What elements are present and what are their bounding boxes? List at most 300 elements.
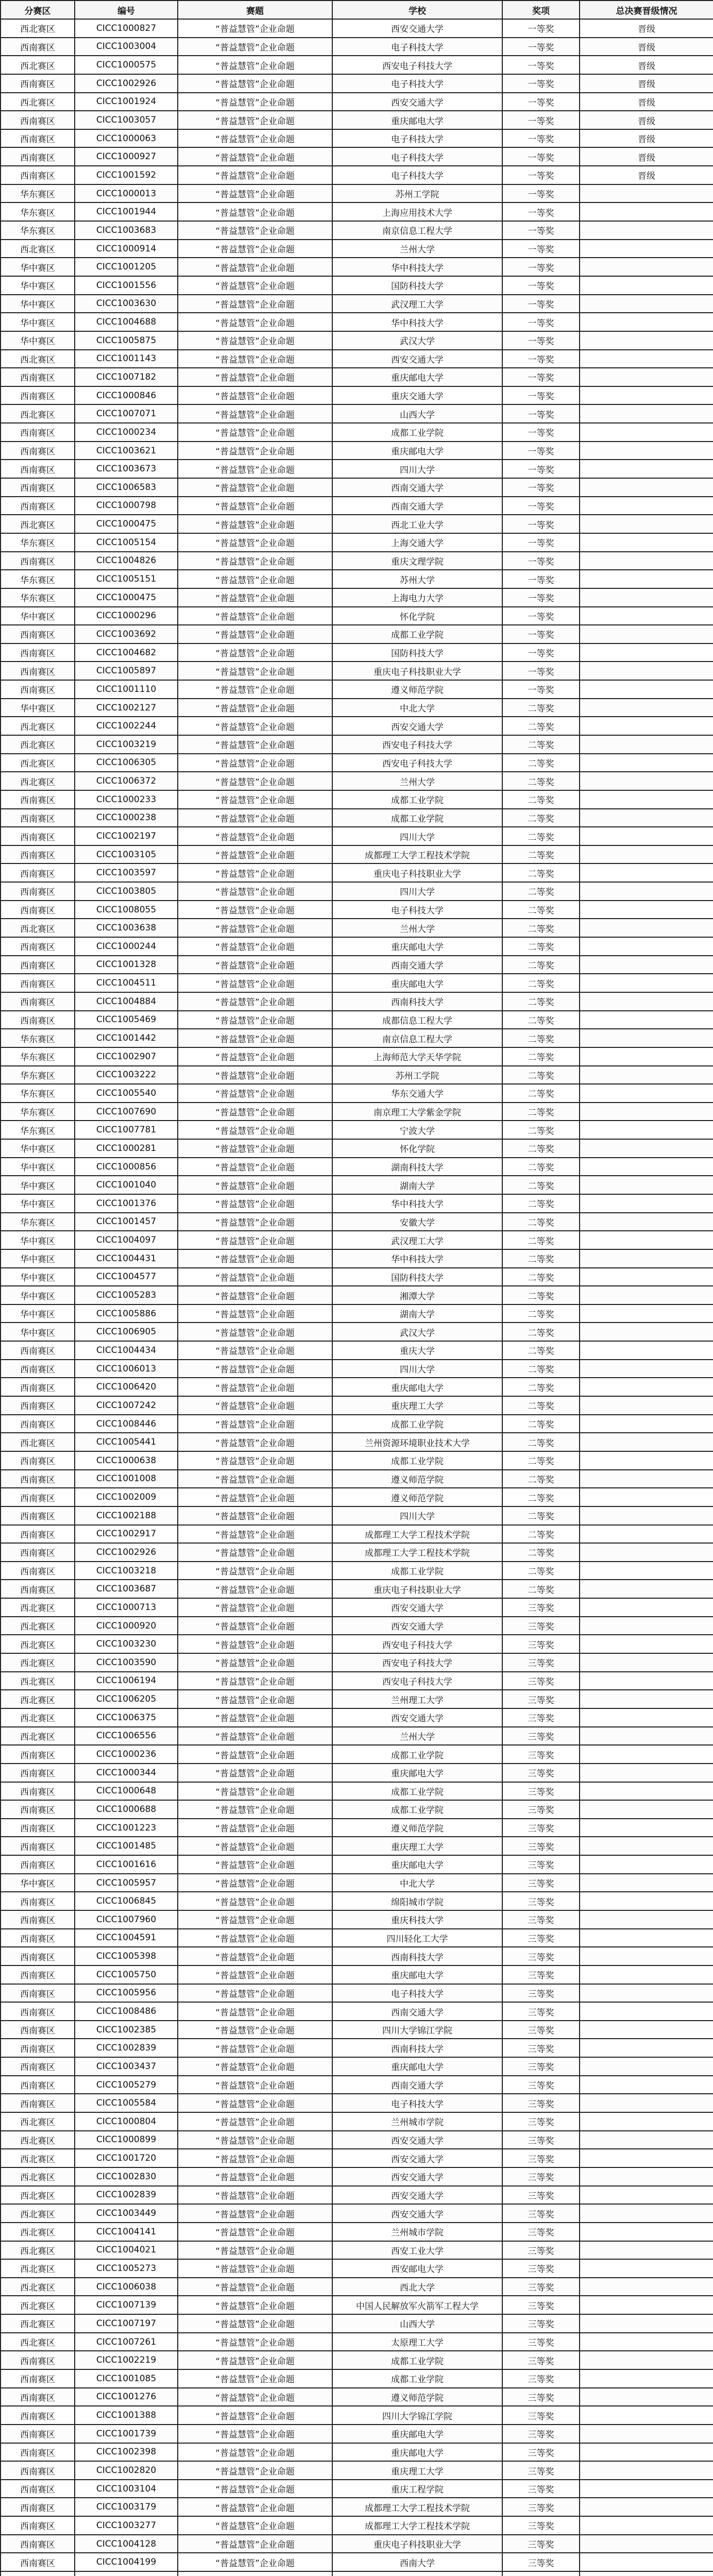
cell-award: 三等奖 (502, 2406, 580, 2425)
table-row (1, 772, 713, 790)
cell-division: 西北赛区 (1, 2131, 75, 2149)
table-row (1, 56, 713, 74)
cell-award: 二等奖 (502, 1525, 580, 1544)
cell-division: 西北赛区 (1, 2333, 75, 2351)
cell-division: 西南赛区 (1, 74, 75, 93)
cell-id: CICC1003597 (75, 863, 178, 882)
cell-division: 西南赛区 (1, 1525, 75, 1544)
cell-topic (178, 2571, 332, 2576)
table-row (1, 2333, 713, 2351)
cell-id: CICC1004688 (75, 313, 178, 331)
cell-final-status (580, 1047, 713, 1066)
cell-school: 西南交通大学 (332, 2002, 502, 2021)
cell-final-status (580, 827, 713, 845)
table-row (1, 350, 713, 368)
cell-division: 西南赛区 (1, 2480, 75, 2498)
cell-final-status (580, 240, 713, 258)
cell-topic: “普益慧管”企业命题 (178, 386, 332, 405)
cell-award: 一等奖 (502, 662, 580, 680)
cell-id: CICC1005398 (75, 1947, 178, 1965)
cell-final-status (580, 1837, 713, 1855)
table-row (1, 1378, 713, 1396)
cell-division: 华东赛区 (1, 588, 75, 607)
cell-final-status (580, 1598, 713, 1617)
cell-division: 西南赛区 (1, 790, 75, 809)
table-row (1, 295, 713, 313)
cell-award: 三等奖 (502, 2333, 580, 2351)
cell-topic: “普益慧管”企业命题 (178, 643, 332, 662)
cell-id: CICC1004434 (75, 1341, 178, 1360)
cell-school: 重庆电子科技职业大学 (332, 863, 502, 882)
cell-school: 重庆邮电大学 (332, 442, 502, 460)
cell-topic: “普益慧管”企业命题 (178, 368, 332, 386)
cell-award: 一等奖 (502, 276, 580, 295)
table-row (1, 2149, 713, 2167)
cell-id: CICC1004431 (75, 1249, 178, 1268)
cell-topic: “普益慧管”企业命题 (178, 901, 332, 919)
cell-topic: “普益慧管”企业命题 (178, 93, 332, 111)
cell-school: 电子科技大学 (332, 38, 502, 56)
table-row (1, 2406, 713, 2425)
cell-division: 华东赛区 (1, 1103, 75, 1121)
cell-division: 西南赛区 (1, 1947, 75, 1965)
cell-division: 西北赛区 (1, 2112, 75, 2131)
cell-award: 三等奖 (502, 2039, 580, 2057)
cell-final-status (580, 1764, 713, 1782)
cell-id: CICC1000013 (75, 184, 178, 203)
table-row (1, 754, 713, 772)
cell-school: 西南交通大学 (332, 956, 502, 974)
cell-school: 华中科技大学 (332, 258, 502, 276)
cell-award: 二等奖 (502, 1011, 580, 1029)
cell-topic: “普益慧管”企业命题 (178, 1011, 332, 1029)
cell-id: CICC1005584 (75, 2094, 178, 2112)
cell-id: CICC1001924 (75, 93, 178, 111)
table-row (1, 2314, 713, 2333)
table-row (1, 1158, 713, 1176)
cell-topic: “普益慧管”企业命题 (178, 2039, 332, 2057)
cell-id: CICC1002820 (75, 2461, 178, 2480)
cell-topic: “普益慧管”企业命题 (178, 772, 332, 790)
cell-award: 一等奖 (502, 19, 580, 38)
cell-topic: “普益慧管”企业命题 (178, 919, 332, 937)
cell-division: 华中赛区 (1, 1286, 75, 1304)
table-row (1, 258, 713, 276)
cell-final-status (580, 2112, 713, 2131)
cell-final-status (580, 2498, 713, 2516)
cell-award: 三等奖 (502, 2314, 580, 2333)
cell-topic: “普益慧管”企业命题 (178, 2480, 332, 2498)
cell-topic: “普益慧管”企业命题 (178, 956, 332, 974)
cell-topic: “普益慧管”企业命题 (178, 2076, 332, 2094)
cell-topic: “普益慧管”企业命题 (178, 680, 332, 699)
cell-school: 重庆文理学院 (332, 552, 502, 570)
cell-division: 西南赛区 (1, 1360, 75, 1378)
table-row (1, 2223, 713, 2241)
table-row (1, 1580, 713, 1598)
cell-division: 西南赛区 (1, 1892, 75, 1910)
table-row (1, 992, 713, 1011)
cell-id: CICC1006845 (75, 1892, 178, 1910)
cell-topic: “普益慧管”企业命题 (178, 1470, 332, 1488)
cell-school: 中国人民解放军火箭军工程大学 (332, 2296, 502, 2314)
cell-topic: “普益慧管”企业命题 (178, 1268, 332, 1286)
cell-division: 西南赛区 (1, 129, 75, 148)
cell-award (502, 2571, 580, 2576)
cell-school: 兰州城市学院 (332, 2223, 502, 2241)
cell-award: 一等奖 (502, 258, 580, 276)
cell-school: 西安交通大学 (332, 2167, 502, 2186)
cell-division: 西南赛区 (1, 2351, 75, 2369)
cell-division: 西南赛区 (1, 863, 75, 882)
cell-topic: “普益慧管”企业命题 (178, 992, 332, 1011)
cell-award: 三等奖 (502, 2278, 580, 2296)
cell-id: CICC1001616 (75, 1855, 178, 1874)
cell-division: 华东赛区 (1, 184, 75, 203)
cell-topic: “普益慧管”企业命题 (178, 845, 332, 864)
table-row (1, 1782, 713, 1801)
cell-topic: “普益慧管”企业命题 (178, 735, 332, 754)
cell-id: CICC1007071 (75, 404, 178, 423)
cell-topic: “普益慧管”企业命题 (178, 1047, 332, 1066)
cell-award: 三等奖 (502, 1800, 580, 1819)
cell-school: 成都工业学院 (332, 1782, 502, 1801)
cell-award: 二等奖 (502, 1158, 580, 1176)
cell-topic: “普益慧管”企业命题 (178, 552, 332, 570)
cell-topic: “普益慧管”企业命题 (178, 1103, 332, 1121)
table-row (1, 1543, 713, 1562)
table-row (1, 460, 713, 478)
cell-division: 华东赛区 (1, 1029, 75, 1047)
cell-award: 三等奖 (502, 1947, 580, 1965)
table-row (1, 1800, 713, 1819)
cell-division: 西南赛区 (1, 680, 75, 699)
table-row (1, 1341, 713, 1360)
cell-school: 苏州工学院 (332, 1066, 502, 1084)
table-row (1, 1103, 713, 1121)
cell-topic: “普益慧管”企业命题 (178, 533, 332, 552)
cell-id: CICC1005540 (75, 1084, 178, 1103)
cell-school: 南京信息工程大学 (332, 221, 502, 240)
table-row (1, 1176, 713, 1194)
table-row (1, 919, 713, 937)
cell-id: CICC1003683 (75, 221, 178, 240)
cell-final-status (580, 2223, 713, 2241)
cell-final-status (580, 1708, 713, 1727)
cell-award: 一等奖 (502, 515, 580, 533)
table-row (1, 2112, 713, 2131)
cell-id: CICC1002926 (75, 74, 178, 93)
cell-final-status (580, 184, 713, 203)
cell-division: 西南赛区 (1, 974, 75, 992)
table-row (1, 74, 713, 93)
cell-division: 华中赛区 (1, 1158, 75, 1176)
cell-award: 一等奖 (502, 423, 580, 442)
cell-division: 华中赛区 (1, 295, 75, 313)
cell-division: 西南赛区 (1, 2057, 75, 2076)
cell-school: 重庆邮电大学 (332, 1764, 502, 1782)
cell-school: 国防科技大学 (332, 1268, 502, 1286)
cell-award: 二等奖 (502, 1341, 580, 1360)
cell-final-status (580, 2443, 713, 2462)
cell-topic: “普益慧管”企业命题 (178, 295, 332, 313)
cell-id: CICC1005956 (75, 1984, 178, 2003)
cell-final-status (580, 772, 713, 790)
cell-division: 西北赛区 (1, 1690, 75, 1708)
table-row (1, 166, 713, 184)
cell-division: 西北赛区 (1, 1635, 75, 1653)
cell-award: 一等奖 (502, 643, 580, 662)
cell-final-status (580, 1562, 713, 1580)
table-row (1, 643, 713, 662)
table-row (1, 129, 713, 148)
cell-division: 西南赛区 (1, 1800, 75, 1819)
cell-division: 西北赛区 (1, 717, 75, 735)
cell-id: CICC1007960 (75, 1910, 178, 1929)
table-row (1, 1451, 713, 1470)
cell-award: 一等奖 (502, 386, 580, 405)
cell-id: CICC1006205 (75, 1690, 178, 1708)
table-row (1, 202, 713, 221)
cell-final-status (580, 331, 713, 350)
cell-award: 二等奖 (502, 1304, 580, 1323)
cell-school: 重庆大学 (332, 1341, 502, 1360)
cell-school: 重庆电子科技职业大学 (332, 662, 502, 680)
cell-division: 西南赛区 (1, 2443, 75, 2462)
table-row (1, 552, 713, 570)
table-row (1, 699, 713, 717)
cell-school: 南京理工大学紫金学院 (332, 1103, 502, 1121)
cell-school: 西安交通大学 (332, 2186, 502, 2205)
cell-division: 西南赛区 (1, 1580, 75, 1598)
cell-award: 二等奖 (502, 1286, 580, 1304)
cell-final-status (580, 882, 713, 901)
table-row (1, 1066, 713, 1084)
cell-final-status (580, 368, 713, 386)
table-row (1, 845, 713, 864)
cell-final-status (580, 423, 713, 442)
cell-division: 西南赛区 (1, 1451, 75, 1470)
table-row (1, 1029, 713, 1047)
table-row (1, 827, 713, 845)
cell-topic: “普益慧管”企业命题 (178, 790, 332, 809)
cell-topic: “普益慧管”企业命题 (178, 2498, 332, 2516)
cell-award: 三等奖 (502, 2223, 580, 2241)
cell-id: CICC1006372 (75, 772, 178, 790)
cell-school: 湘潭大学 (332, 1286, 502, 1304)
cell-division: 华东赛区 (1, 202, 75, 221)
cell-school: 四川大学 (332, 460, 502, 478)
cell-final-status: 晋级 (580, 74, 713, 93)
table-row (1, 625, 713, 643)
cell-id: CICC1006194 (75, 1672, 178, 1690)
cell-award: 三等奖 (502, 2461, 580, 2480)
cell-award: 二等奖 (502, 754, 580, 772)
table-row (1, 184, 713, 203)
cell-division: 西南赛区 (1, 2406, 75, 2425)
cell-division: 西南赛区 (1, 2076, 75, 2094)
cell-id: CICC1004591 (75, 1929, 178, 1947)
cell-division: 西北赛区 (1, 772, 75, 790)
cell-award: 三等奖 (502, 2516, 580, 2535)
cell-division: 西北赛区 (1, 735, 75, 754)
cell-division: 西南赛区 (1, 2553, 75, 2571)
table-row (1, 2461, 713, 2480)
cell-topic: “普益慧管”企业命题 (178, 478, 332, 497)
cell-division: 西南赛区 (1, 368, 75, 386)
cell-award: 二等奖 (502, 1323, 580, 1341)
table-row (1, 1084, 713, 1103)
cell-topic: “普益慧管”企业命题 (178, 717, 332, 735)
cell-final-status (580, 460, 713, 478)
table-row (1, 2094, 713, 2112)
cell-final-status (580, 1011, 713, 1029)
cell-final-status (580, 2314, 713, 2333)
table-row (1, 1396, 713, 1415)
cell-school: 上海师范大学天华学院 (332, 1047, 502, 1066)
cell-id: CICC1006556 (75, 1727, 178, 1745)
cell-award: 一等奖 (502, 38, 580, 56)
cell-school: 成都信息工程大学 (332, 1011, 502, 1029)
table-row (1, 1635, 713, 1653)
cell-final-status (580, 2480, 713, 2498)
cell-award: 三等奖 (502, 1819, 580, 1837)
cell-school: 重庆邮电大学 (332, 2057, 502, 2076)
cell-division: 西南赛区 (1, 882, 75, 901)
cell-school: 苏州工学院 (332, 184, 502, 203)
cell-final-status (580, 1782, 713, 1801)
table-row (1, 1819, 713, 1837)
cell-final-status (580, 1176, 713, 1194)
cell-award: 二等奖 (502, 1084, 580, 1103)
cell-final-status (580, 845, 713, 864)
cell-award: 三等奖 (502, 2167, 580, 2186)
cell-final-status (580, 937, 713, 956)
cell-division: 华中赛区 (1, 1194, 75, 1213)
cell-topic: “普益慧管”企业命题 (178, 2112, 332, 2131)
cell-id: CICC1001143 (75, 350, 178, 368)
cell-division: 西南赛区 (1, 1470, 75, 1488)
cell-school: 湖南大学 (332, 1176, 502, 1194)
cell-school: 兰州大学 (332, 240, 502, 258)
cell-award: 二等奖 (502, 1213, 580, 1231)
cell-school: 怀化学院 (332, 1139, 502, 1158)
cell-topic: “普益慧管”企业命题 (178, 1488, 332, 1506)
cell-division: 西南赛区 (1, 147, 75, 166)
cell-id: CICC1003105 (75, 845, 178, 864)
cell-award: 二等奖 (502, 699, 580, 717)
cell-school: 重庆邮电大学 (332, 1378, 502, 1396)
cell-school: 四川大学锦江学院 (332, 2406, 502, 2425)
cell-award: 二等奖 (502, 1139, 580, 1158)
cell-final-status (580, 1488, 713, 1506)
cell-final-status (580, 2333, 713, 2351)
cell-topic: “普益慧管”企业命题 (178, 460, 332, 478)
cell-id: CICC1000920 (75, 1617, 178, 1635)
cell-id: CICC1007139 (75, 2296, 178, 2314)
cell-id: CICC1000927 (75, 147, 178, 166)
cell-final-status (580, 588, 713, 607)
table-row (1, 368, 713, 386)
cell-school: 华中科技大学 (332, 313, 502, 331)
cell-id: CICC1003057 (75, 111, 178, 129)
cell-division: 西北赛区 (1, 2296, 75, 2314)
cell-award: 二等奖 (502, 1378, 580, 1396)
cell-award: 二等奖 (502, 717, 580, 735)
cell-award: 二等奖 (502, 1231, 580, 1249)
cell-school: 重庆邮电大学 (332, 937, 502, 956)
cell-topic: “普益慧管”企业命题 (178, 147, 332, 166)
cell-id: CICC1004199 (75, 2553, 178, 2571)
cell-topic: “普益慧管”企业命题 (178, 2425, 332, 2443)
cell-final-status (580, 1874, 713, 1892)
table-row (1, 1690, 713, 1708)
cell-final-status (580, 735, 713, 754)
cell-school: 重庆邮电大学 (332, 111, 502, 129)
cell-school: 西安电子科技大学 (332, 735, 502, 754)
table-row (1, 2296, 713, 2314)
table-row (1, 442, 713, 460)
cell-final-status (580, 2186, 713, 2205)
cell-final-status (580, 1433, 713, 1451)
cell-award: 一等奖 (502, 240, 580, 258)
cell-topic: “普益慧管”企业命题 (178, 2186, 332, 2205)
cell-award: 三等奖 (502, 1782, 580, 1801)
cell-division: 西南赛区 (1, 386, 75, 405)
cell-topic: “普益慧管”企业命题 (178, 2314, 332, 2333)
cell-topic: “普益慧管”企业命题 (178, 202, 332, 221)
cell-id: CICC1000475 (75, 515, 178, 533)
cell-topic: “普益慧管”企业命题 (178, 1965, 332, 1984)
cell-id: CICC1001556 (75, 276, 178, 295)
cell-award: 三等奖 (502, 1929, 580, 1947)
cell-award: 三等奖 (502, 1653, 580, 1672)
cell-final-status (580, 901, 713, 919)
cell-id: CICC1003449 (75, 2204, 178, 2223)
cell-id: CICC1000244 (75, 937, 178, 956)
cell-final-status (580, 790, 713, 809)
cell-school: 遵义师范学院 (332, 1819, 502, 1837)
cell-division: 华东赛区 (1, 1066, 75, 1084)
cell-award: 一等奖 (502, 221, 580, 240)
cell-id: CICC1000856 (75, 1158, 178, 1176)
cell-id: CICC1007690 (75, 1103, 178, 1121)
cell-division: 西北赛区 (1, 515, 75, 533)
cell-final-status (580, 1194, 713, 1213)
cell-id: CICC1008055 (75, 901, 178, 919)
cell-final-status (580, 2388, 713, 2406)
cell-id: CICC1003630 (75, 295, 178, 313)
cell-topic: “普益慧管”企业命题 (178, 1708, 332, 1727)
cell-award: 二等奖 (502, 1360, 580, 1378)
cell-final-status (580, 2259, 713, 2278)
cell-id: CICC1000234 (75, 423, 178, 442)
cell-topic: “普益慧管”企业命题 (178, 2167, 332, 2186)
cell-topic: “普益慧管”企业命题 (178, 74, 332, 93)
cell-final-status (580, 442, 713, 460)
cell-topic: “普益慧管”企业命题 (178, 1800, 332, 1819)
cell-id: CICC1005469 (75, 1011, 178, 1029)
cell-id: CICC1006038 (75, 2278, 178, 2296)
cell-topic: “普益慧管”企业命题 (178, 2369, 332, 2388)
cell-award: 二等奖 (502, 735, 580, 754)
cell-school: 西安电子科技大学 (332, 1635, 502, 1653)
cell-division: 华东赛区 (1, 1084, 75, 1103)
cell-school: 兰州资源环境职业技术大学 (332, 1433, 502, 1451)
cell-final-status (580, 1892, 713, 1910)
cell-division: 西南赛区 (1, 1543, 75, 1562)
cell-id: CICC1000233 (75, 790, 178, 809)
